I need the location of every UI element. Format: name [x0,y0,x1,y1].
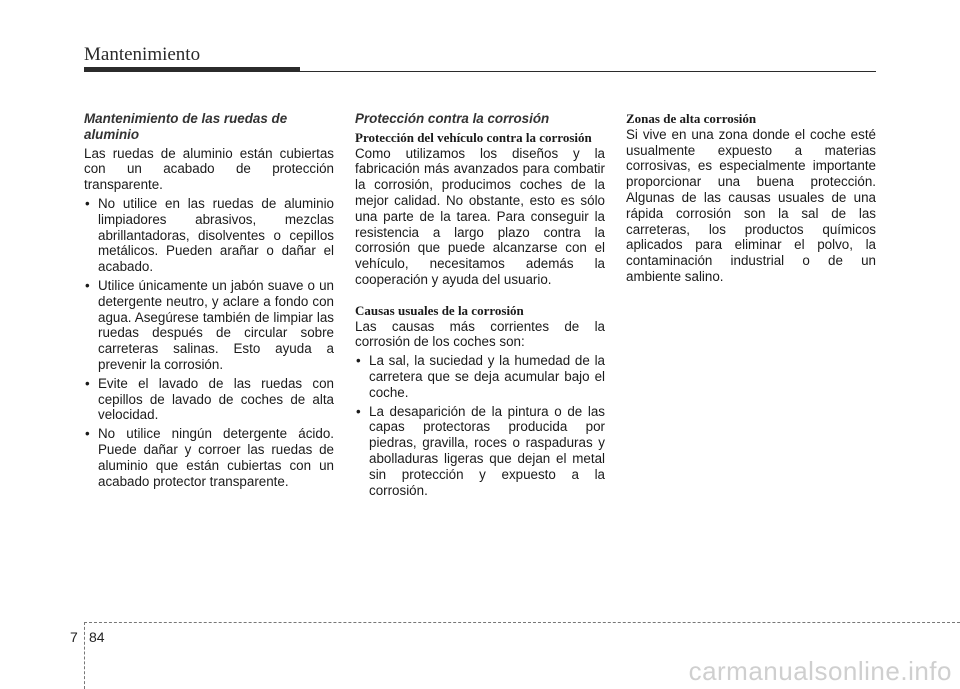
footer-divider [84,622,85,689]
bullet-icon: • [356,353,361,369]
page-number: 84 [89,629,105,645]
bullet-list [84,196,334,489]
intro-paragraph: Las ruedas de aluminio están cubiertas con un acabado de protección transparente. [84,145,334,193]
body-paragraph: Como utilizamos los diseños y la fabricación más avanzados para combatir la corrosión, producimos coches de la mejor calidad. No obstante, esto es sólo una parte de la tarea. Para conseguir la resistencia a largo plazo contra la corrosión que puede alcanzarse con el vehículo, necesitamos además la cooperación y ayuda del usuario. [355,145,605,287]
bullet-list [355,353,605,498]
bullet-icon: • [85,375,90,391]
bullet-icon: • [356,403,361,419]
list-item: • No utilice ningún detergente ácido. Puede dañar y corroer las ruedas de aluminio que están cubiertas con un acabado protector transparente. [85,426,334,489]
section-title: Mantenimiento [84,44,201,65]
list-item: • La sal, la suciedad y la humedad de la carretera que se deja acumular bajo el coche. [356,353,605,400]
bullet-icon: • [85,195,90,211]
list-item: • Utilice únicamente un jabón suave o un detergente neutro, y aclare a fondo con agua. Asegúrese también de limpiar las ruedas después de circular sobre carreteras salinas. Esto ayuda a prevenir la corrosión. [85,277,334,372]
body-paragraph: Las causas más corrientes de la corrosión de los coches son: [355,318,605,350]
watermark: carmanualsonline.info [688,656,952,686]
body-paragraph: Si vive en una zona donde el coche esté usualmente expuesto a materias corrosivas, es especialmente importante proporcionar una buena protección. Algunas de las causas usuales de una rápida corrosión son la sal de las carreteras, los productos químicos aplicados para eliminar el polvo, la contaminación industrial o de un ambiente salino. [626,126,876,284]
column-high-corrosion-zones [626,111,876,285]
subsection-title: Protección contra la corrosión [355,111,550,126]
column-aluminum-wheels [84,111,334,489]
paragraph-heading: Zonas de alta corrosión [626,111,757,126]
paragraph-heading: Protección del vehículo contra la corrosión [355,129,592,145]
bullet-icon: • [85,277,90,293]
header-rule [300,71,876,72]
list-item: • Evite el lavado de las ruedas con cepillos de lavado de coches de alta velocidad. [85,375,334,423]
footer-rule [84,622,960,623]
header-bar [84,67,300,72]
bullet-icon: • [85,426,90,442]
list-item: • No utilice en las ruedas de aluminio limpiadores abrasivos, mezclas abrillantadoras, disolventes o cepillos metálicos. Pueden arañar o dañar el acabado. [85,195,334,275]
subsection-title: Mantenimiento de las ruedas de aluminio [84,111,288,142]
list-item: • La desaparición de la pintura o de las capas protectoras producida por piedras, gravilla, roces o raspaduras y abolladuras ligeras que dejan el metal sin protección y expuesto a la corrosión. [356,403,605,498]
chapter-number: 7 [70,629,78,645]
column-corrosion-protection [355,111,605,498]
paragraph-heading: Causas usuales de la corrosión [355,302,524,318]
